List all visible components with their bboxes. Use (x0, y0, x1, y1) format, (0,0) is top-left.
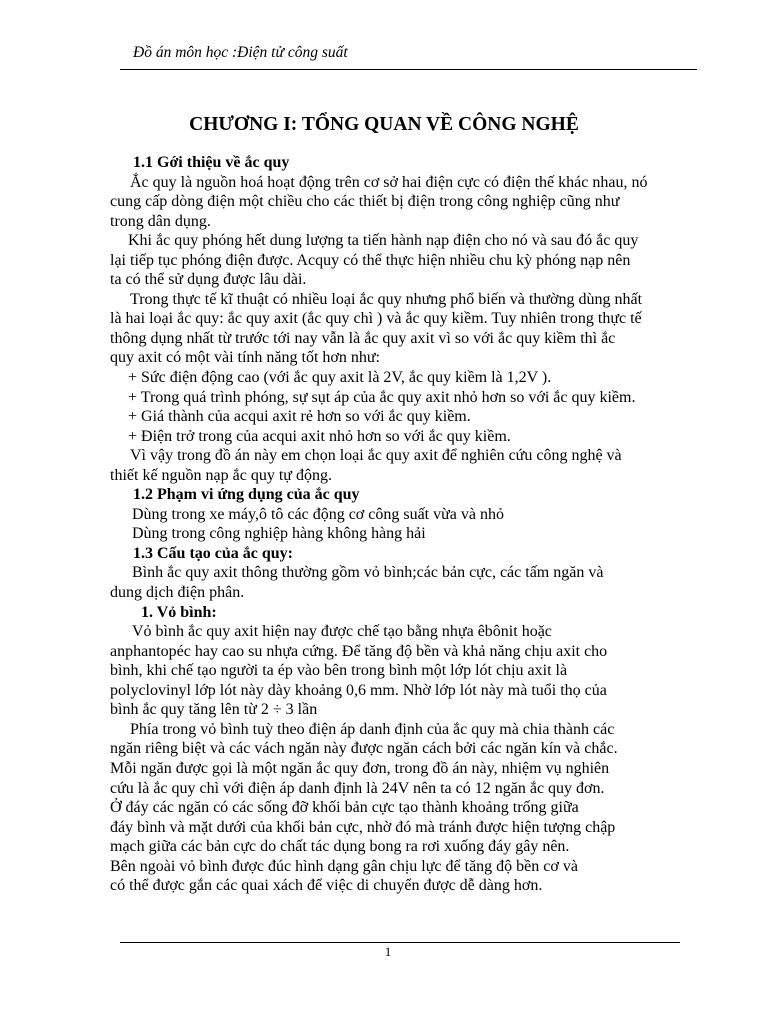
paragraph-line: Bên ngoài vỏ bình được đúc hình dạng gân chịu lực để tăng độ bền cơ và (110, 857, 578, 875)
paragraph-line: Ở đáy các ngăn có các sống đỡ khối bản cực tạo thành khoảng trống giữa (110, 799, 579, 817)
body-text (110, 153, 712, 896)
paragraph-line: Ắc quy là nguồn hoá hoạt động trên cơ sở hai điện cực có điện thế khác nhau, nó (130, 173, 648, 191)
paragraph-line: thông dụng nhất từ trước tới nay vẫn là ắc quy axit vì so với ắc quy kiềm thì ắc (110, 329, 616, 347)
page-number: 1 (384, 944, 392, 959)
bullet-item: + Giá thành của acqui axit rẻ hơn so với ắc quy kiềm. (128, 408, 471, 426)
section-heading: 1.3 Cấu tạo của ắc quy: (133, 544, 294, 562)
paragraph-line: Dùng trong công nghiệp hàng không hàng hải (132, 525, 426, 543)
paragraph-line: cung cấp dòng điện một chiều cho các thiết bị điện trong công nghiệp cũng như (110, 193, 620, 211)
header-rule (120, 69, 697, 70)
paragraph-line: trong dân dụng. (110, 212, 211, 230)
paragraph-line: Vì vậy trong đồ án này em chọn loại ắc quy axit để nghiên cứu công nghệ và (130, 447, 622, 465)
paragraph-line: đáy bình và mặt dưới của khối bản cực, nhờ đó mà tránh được hiện tượng chập (110, 818, 616, 836)
paragraph-line: là hai loại ắc quy: ắc quy axit (ắc quy chì ) và ắc quy kiềm. Tuy nhiên trong thực tế (110, 310, 642, 328)
paragraph-line: ngăn riêng biệt và các vách ngăn này được ngăn cách bởi các ngăn kín và chắc. (110, 740, 618, 758)
paragraph-line: polyclovinyl lớp lót này dày khoảng 0,6 mm. Nhờ lớp lót này mà tuổi thọ của (110, 681, 607, 699)
chapter-title: CHƯƠNG I: TỔNG QUAN VỀ CÔNG NGHỆ (189, 114, 579, 135)
paragraph-line: ta có thể sử dụng được lâu dài. (110, 271, 307, 289)
subsection-heading: 1. Vỏ bình: (141, 603, 217, 621)
paragraph-line: mạch giữa các bản cực do chất tác dụng bong ra rơi xuống đáy gây nên. (110, 838, 570, 856)
paragraph-line: bình, khi chế tạo người ta ép vào bên trong bình một lớp lót chịu axit là (110, 662, 568, 680)
paragraph-line: có thể được gắn các quai xách để việc di chuyển được dễ dàng hơn. (110, 877, 543, 895)
paragraph-line: lại tiếp tục phóng điện được. Acquy có thể thực hiện nhiều chu kỳ phóng nạp nên (110, 251, 631, 269)
paragraph-line: thiết kế nguồn nạp ắc quy tự động. (110, 466, 332, 484)
paragraph-line: quy axit có một vài tính năng tốt hơn như: (110, 349, 380, 367)
paragraph-line: Bình ắc quy axit thông thường gồm vỏ bình;các bản cực, các tấm ngăn và (132, 564, 604, 582)
paragraph-line: dung dịch điện phân. (110, 584, 245, 602)
paragraph-line: Khi ắc quy phóng hết dung lượng ta tiến hành nạp điện cho nó và sau đó ắc quy (128, 232, 639, 250)
paragraph-line: Mỗi ngăn được gọi là một ngăn ắc quy đơn, trong đồ án này, nhiệm vụ nghiên (110, 759, 610, 777)
bullet-item: + Sức điện động cao (với ắc quy axit là 2V, ắc quy kiềm là 1,2V ). (128, 369, 552, 387)
paragraph-line: anphantopéc hay cao su nhựa cứng. Để tăng độ bền và khả năng chịu axit cho (110, 642, 608, 660)
paragraph-line: Vỏ bình ắc quy axit hiện nay được chế tạo bằng nhựa êbônit hoặc (132, 623, 552, 641)
footer-rule (120, 942, 680, 943)
paragraph-line: cứu là ắc quy chì với điện áp danh định là 24V nên ta có 12 ngăn ắc quy đơn. (110, 779, 605, 797)
section-heading: 1.2 Phạm vi ứng dụng của ắc quy (133, 486, 360, 504)
paragraph-line: bình ắc quy tăng lên từ 2 ÷ 3 lần (110, 701, 318, 719)
paragraph-line: Trong thực tế kĩ thuật có nhiều loại ắc quy nhưng phổ biến và thường dùng nhất (130, 290, 643, 308)
bullet-item: + Điện trở trong của acqui axit nhỏ hơn so với ắc quy kiềm. (128, 427, 511, 445)
section-heading: 1.1 Gới thiệu về ắc quy (133, 154, 290, 171)
paragraph-line: Phía trong vỏ bình tuỳ theo điện áp danh định của ắc quy mà chia thành các (130, 720, 615, 738)
paragraph-line: Dùng trong xe máy,ô tô các động cơ công suất vừa và nhỏ (132, 505, 504, 523)
running-header: Đồ án môn học :Điện tử công suất (133, 44, 348, 61)
bullet-item: + Trong quá trình phóng, sự sụt áp của ắc quy axit nhỏ hơn so với ắc quy kiềm. (128, 388, 636, 406)
